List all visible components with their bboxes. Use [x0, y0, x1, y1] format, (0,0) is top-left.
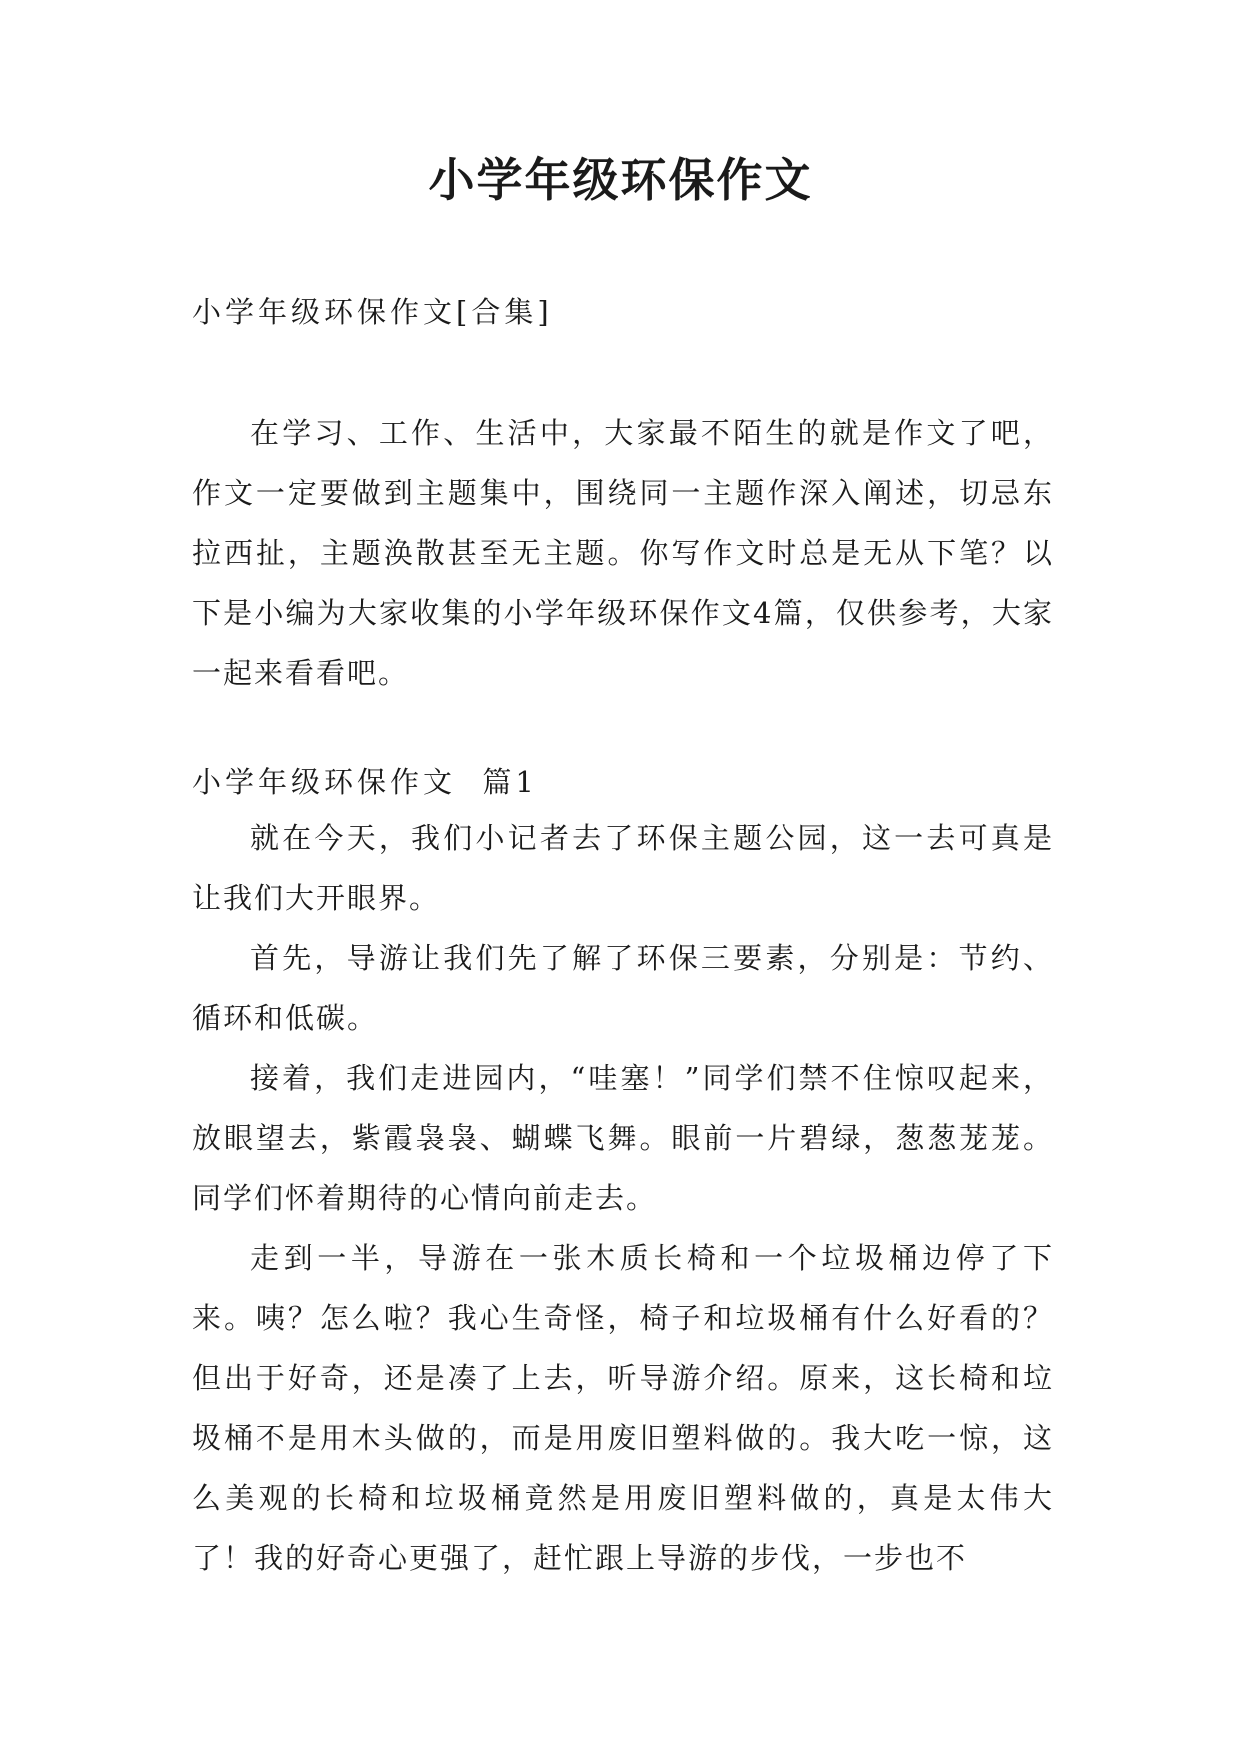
intro-section [192, 403, 1054, 703]
page-title: 小学年级环保作文 [428, 153, 813, 207]
essay-paragraph: 走到一半，导游在一张木质长椅和一个垃圾桶边停了下来。咦？怎么啦？我心生奇怪，椅子和垃圾桶有什么好看的？但出于好奇，还是凑了上去，听导游介绍。原来，这长椅和垃圾桶不是用木头做的，而是用废旧塑料做的。我大吃一惊，这么美观的长椅和垃圾桶竟然是用废旧塑料做的，真是太伟大了！我的好奇心更强了，赶忙跟上导游的步伐，一步也不 [192, 1241, 1054, 1575]
intro-paragraph: 在学习、工作、生活中，大家最不陌生的就是作文了吧，作文一定要做到主题集中，围绕同一主题作深入阐述，切忌东拉西扯，主题涣散甚至无主题。你写作文时总是无从下笔？以下是小编为大家收集的小学年级环保作文4篇，仅供参考，大家一起来看看吧。 [192, 416, 1054, 690]
section-heading: 小学年级环保作文 篇1 [192, 765, 538, 799]
essay-paragraph: 首先，导游让我们先了解了环保三要素，分别是：节约、循环和低碳。 [192, 941, 1054, 1035]
essay-paragraph: 接着，我们走进园内，“哇塞！”同学们禁不住惊叹起来，放眼望去，紫霞袅袅、蝴蝶飞舞。眼前一片碧绿，葱葱茏茏。同学们怀着期待的心情向前走去。 [192, 1061, 1054, 1215]
essay-body [192, 808, 1054, 1588]
essay-paragraph: 就在今天，我们小记者去了环保主题公园，这一去可真是让我们大开眼界。 [192, 821, 1054, 915]
document-subtitle: 小学年级环保作文[合集] [192, 295, 553, 329]
